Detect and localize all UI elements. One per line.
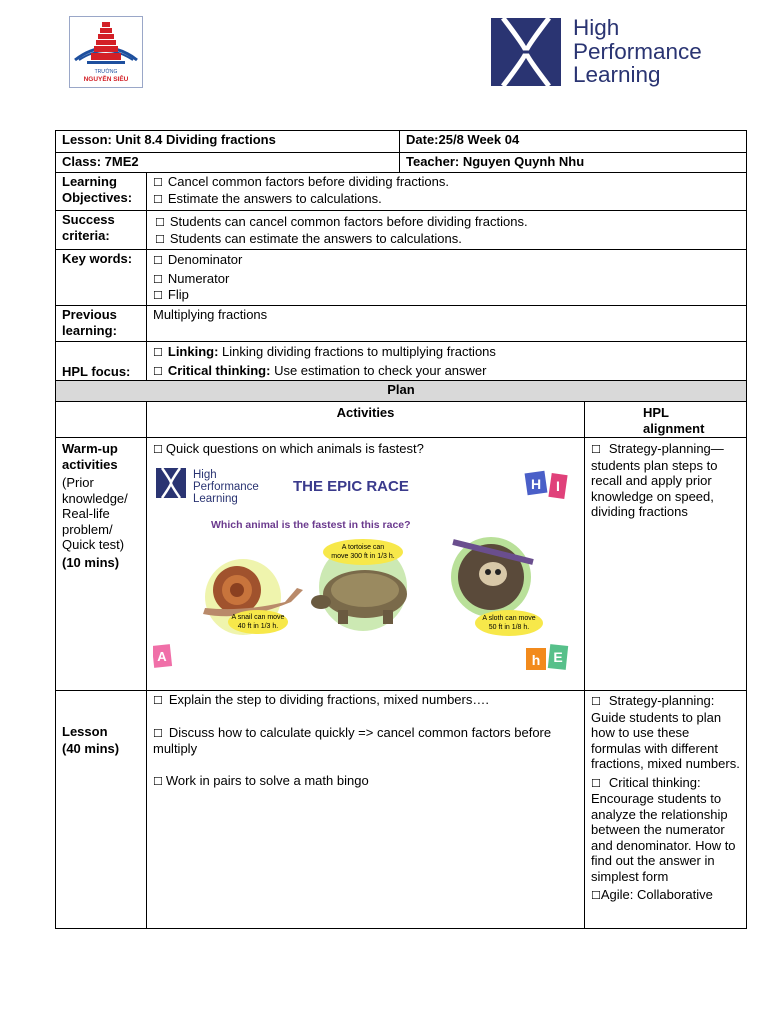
teacher-name: Teacher: Nguyen Quynh Nhu (400, 153, 747, 173)
tile-letter-h-small: h (531, 651, 541, 668)
success-label: Success criteria: (56, 211, 147, 250)
school-logo (69, 16, 143, 88)
lesson-activity: ☐ Discuss how to calculate quickly => cancel common factors before multiply (153, 724, 552, 756)
previous-learning: Multiplying fractions (147, 306, 747, 342)
checkbox-icon: ☐ (591, 443, 601, 456)
checkbox-icon: ☐ (153, 774, 163, 788)
school-logo-icon (69, 16, 143, 88)
hpl-logo-line-2: Performance (573, 38, 702, 64)
checkbox-icon: ☐ (153, 443, 163, 456)
hpl-focus-item: ☐ Critical thinking: Use estimation to check your answer (153, 362, 487, 378)
hpl-focus-cell (147, 342, 747, 381)
lesson-label-cell (56, 691, 147, 929)
hpl-logo (491, 16, 731, 88)
success-item: ☐ Students can estimate the answers to calculations. (155, 230, 462, 246)
tortoise-label-2: move 300 ft in 1/3 h. (331, 552, 395, 560)
school-logo-line-1: TRƯỜNG (94, 69, 118, 75)
objectives-cell (147, 173, 747, 211)
lesson-row-title: Lesson (62, 723, 108, 739)
keywords-label: Key words: (56, 250, 147, 306)
tile-letter-a: A (157, 648, 167, 664)
lesson-plan-table (55, 130, 747, 929)
checkbox-icon: ☐ (153, 726, 163, 740)
checkbox-icon: ☐ (153, 289, 163, 302)
lesson-hpl-item: ☐ Critical thinking: Encourage students to analyze the relationship between the numerator and denominator. How to find out the answer in simplest form (591, 774, 736, 884)
warmup-subtitle: (Prior knowledge/ Real-life problem/ Quick test) (62, 475, 128, 552)
lesson-activity: ☐ Explain the step to dividing fractions, mixed numbers…. (153, 692, 489, 707)
checkbox-icon: ☐ (153, 694, 163, 707)
lesson-hpl-item: ☐Agile: Collaborative (591, 887, 713, 902)
school-logo-line-2: NGUYỄN SIÊU (83, 76, 129, 83)
snail-label-1: A snail can move (231, 613, 285, 621)
lesson-activity: ☐ Work in pairs to solve a math bingo (153, 772, 369, 788)
lesson-title: Lesson: Unit 8.4 Dividing fractions (56, 131, 400, 153)
mini-hpl-line-3: Learning (193, 492, 238, 505)
warmup-activity-cell (147, 438, 585, 691)
success-cell (147, 211, 747, 250)
checkbox-icon: ☐ (155, 232, 165, 246)
checkbox-icon: ☐ (153, 346, 163, 359)
keywords-cell (147, 250, 747, 306)
warmup-hpl-cell (585, 438, 747, 691)
snail-label-2: 40 ft in 1/3 h. (237, 622, 279, 630)
checkbox-icon: ☐ (153, 176, 163, 189)
mini-hpl-line-2: Performance (193, 480, 259, 493)
checkbox-icon: ☐ (153, 254, 163, 267)
hpl-logo-icon (491, 18, 561, 86)
hpl-logo-line-1: High (573, 15, 620, 40)
lesson-date: Date:25/8 Week 04 (400, 131, 747, 153)
hpl-alignment-header: HPL alignment (585, 402, 747, 438)
activities-header: Activities (147, 402, 585, 438)
checkbox-icon: ☐ (591, 776, 601, 790)
mini-hpl-line-1: High (193, 468, 217, 481)
warmup-time: (10 mins) (62, 554, 120, 570)
checkbox-icon: ☐ (153, 364, 163, 378)
warmup-title: Warm-up activities (62, 441, 118, 472)
lesson-hpl-cell (585, 691, 747, 929)
tile-letter-h: H (530, 475, 542, 492)
success-item: ☐ Students can cancel common factors before dividing fractions. (155, 214, 528, 229)
sloth-label-2: 50 ft in 1/8 h. (488, 623, 530, 631)
epic-race-image (153, 462, 573, 675)
warmup-activity: ☐ Quick questions on which animals is fastest? (153, 441, 424, 456)
checkbox-icon: ☐ (153, 192, 163, 206)
checkbox-icon: ☐ (153, 272, 163, 286)
class-name: Class: 7ME2 (56, 153, 400, 173)
keyword-item: ☐ Denominator (153, 252, 243, 267)
keyword-item: ☐ Numerator (153, 270, 230, 286)
hpl-focus-item: ☐ Linking: Linking dividing fractions to multiplying fractions (153, 344, 496, 359)
objective-item: ☐ Cancel common factors before dividing fractions. (153, 174, 449, 189)
lesson-row-time: (40 mins) (62, 741, 120, 756)
race-question: Which animal is the fastest in this race? (211, 518, 411, 531)
hpl-logo-text (573, 16, 702, 87)
hpl-logo-line-3: Learning (573, 62, 661, 87)
hpl-focus-label: HPL focus: (56, 342, 147, 381)
sloth-label-1: A sloth can move (482, 614, 536, 622)
epic-race-illustration (153, 462, 573, 675)
lesson-activities-cell (147, 691, 585, 929)
previous-label: Previous learning: (56, 306, 147, 342)
warmup-label-cell (56, 438, 147, 691)
tile-letter-i: I (556, 477, 560, 494)
checkbox-icon: ☐ (591, 695, 601, 708)
tile-letter-e: E (553, 648, 563, 665)
plan-header: Plan (56, 381, 747, 402)
objectives-label: Learning Objectives: (56, 173, 147, 211)
objective-item: ☐ Estimate the answers to calculations. (153, 190, 382, 206)
lesson-hpl-item: ☐ Strategy-planning: Guide students to plan how to use these formulas with different fractions, mixed numbers. (591, 693, 740, 771)
keyword-item: ☐ Flip (153, 287, 189, 302)
warmup-hpl: ☐ Strategy-planning— students plan steps to recall and apply prior knowledge on speed, dividing fractions (591, 441, 724, 519)
tortoise-label-1: A tortoise can (341, 543, 385, 551)
checkbox-icon: ☐ (591, 889, 601, 902)
race-title: THE EPIC RACE (293, 477, 409, 495)
checkbox-icon: ☐ (155, 216, 165, 229)
empty-header-cell (56, 402, 147, 438)
